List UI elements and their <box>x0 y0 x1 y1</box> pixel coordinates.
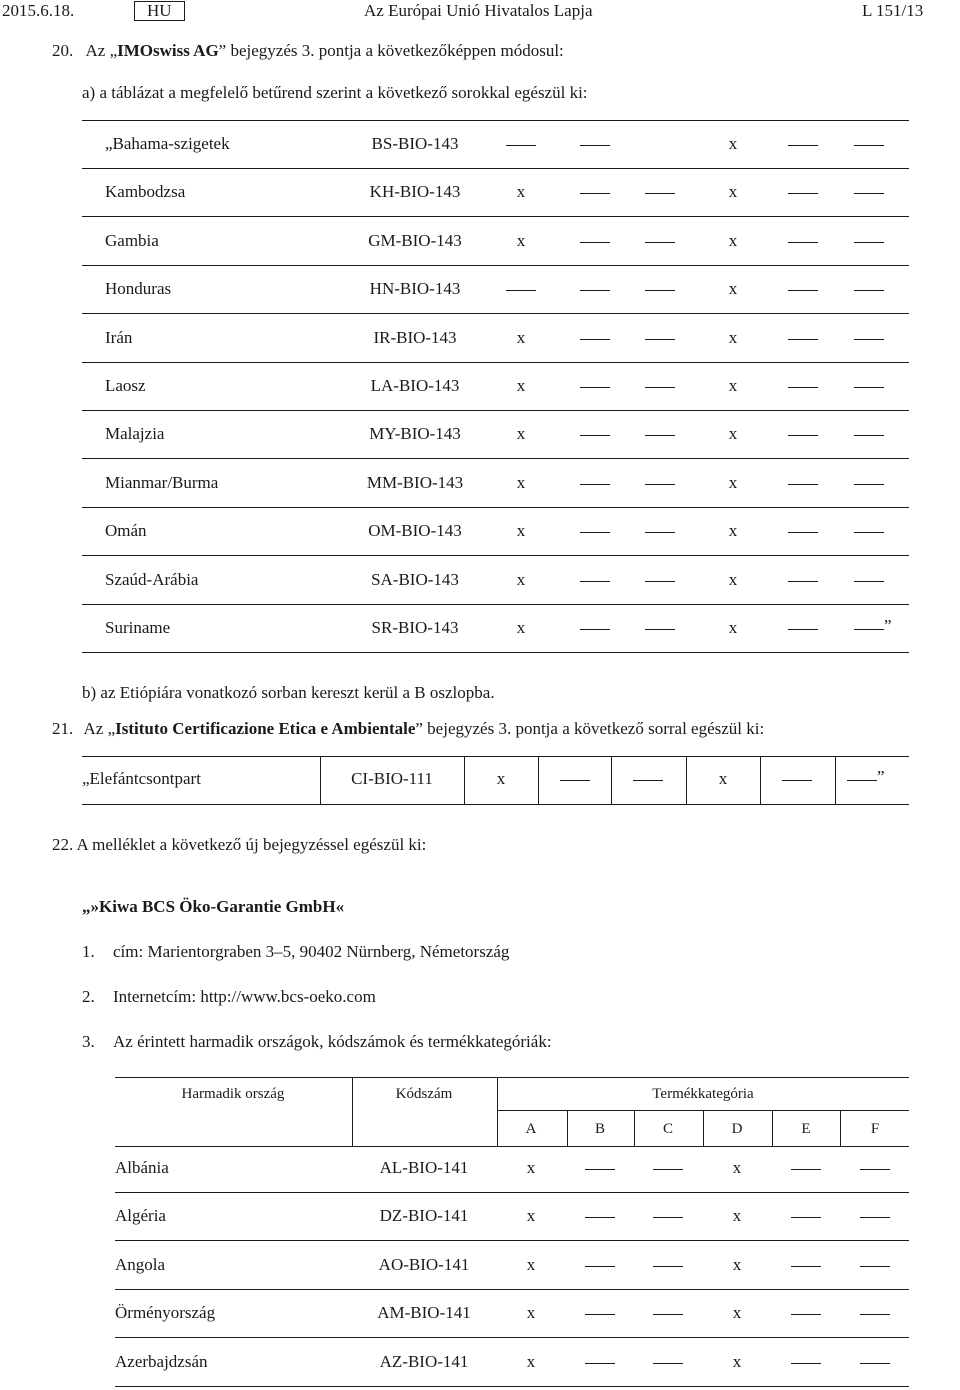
category-mark-x: x <box>496 769 506 788</box>
code-number: DZ-BIO-141 <box>379 1206 469 1226</box>
category-dash-text <box>788 617 818 639</box>
category-mark-x: x <box>516 376 526 395</box>
category-mark-x: x <box>718 769 728 788</box>
category-dash-text <box>580 327 610 349</box>
code-number: OM-BIO-143 <box>368 521 462 541</box>
category-dash-text <box>854 472 884 494</box>
country-name: Kambodzsa <box>105 182 186 202</box>
category-mark-x: x <box>516 230 526 250</box>
category-dash-text <box>854 327 884 349</box>
row-rule <box>115 1386 909 1387</box>
column-divider <box>567 1110 568 1146</box>
code-number: AL-BIO-141 <box>379 1158 469 1177</box>
row-rule <box>82 555 909 556</box>
category-mark-x: x <box>516 569 526 589</box>
category-dash-text <box>788 520 818 542</box>
row-rule <box>82 507 909 508</box>
row-rule <box>82 362 909 363</box>
item-20-post: ” bejegyzés 3. pontja a következőképpen módosul: <box>218 41 564 60</box>
category-dash-text <box>653 1351 683 1373</box>
category-mark-x: x <box>732 1303 742 1323</box>
country-name: Malajzia <box>105 424 165 444</box>
category-mark-x: x <box>526 1303 536 1323</box>
category-dash-text <box>580 472 610 494</box>
category-dash-text <box>653 1157 683 1179</box>
category-dash-text <box>854 617 884 639</box>
country-name: „Elefántcsontpart <box>82 769 201 788</box>
country-name: „Bahama-szigetek <box>105 134 230 153</box>
category-dash-text <box>645 230 675 252</box>
code-number: GM-BIO-143 <box>368 230 462 250</box>
category-dash-text <box>788 375 818 397</box>
row-rule <box>82 313 909 314</box>
list-number: 1. <box>82 942 95 961</box>
page-number: L 151/13 <box>862 1 924 20</box>
list-text: Az érintett harmadik országok, kódszámok és termékkategóriák: <box>113 1032 552 1051</box>
category-dash-text <box>791 1351 821 1373</box>
category-dash-text <box>653 1302 683 1324</box>
category-dash-text <box>860 1205 890 1227</box>
category-mark-x: x <box>526 1351 536 1371</box>
category-dash-text <box>580 569 610 591</box>
journal-title: Az Európai Unió Hivatalos Lapja <box>364 1 593 20</box>
category-dash-text <box>854 133 884 155</box>
category-dash-text <box>645 278 675 300</box>
code-number: MY-BIO-143 <box>369 424 461 444</box>
item-21-post: ” bejegyzés 3. pontja a következő sorral egészül ki: <box>415 719 765 738</box>
category-dash-text <box>585 1205 615 1227</box>
category-dash-text <box>860 1254 890 1276</box>
category-dash-text <box>585 1254 615 1276</box>
country-name: Honduras <box>105 279 172 299</box>
category-dash-text <box>645 617 675 639</box>
item-20-a-text: a) a táblázat a megfelelő betűrend szerint a következő sorokkal egészül ki: <box>82 83 588 102</box>
category-mark-x: x <box>516 472 526 492</box>
category-dash-text <box>860 1351 890 1373</box>
column-divider <box>703 1110 704 1146</box>
list-text: cím: Marientorgraben 3–5, 90402 Nürnberg, Németország <box>113 942 510 961</box>
category-dash-text <box>788 230 818 252</box>
item-22-list-3 <box>82 1031 552 1053</box>
row-rule <box>115 1289 909 1290</box>
category-mark-x: x <box>516 327 526 347</box>
category-dash-text <box>854 423 884 445</box>
country-name: Angola <box>115 1254 166 1274</box>
column-divider <box>497 1077 498 1146</box>
column-divider <box>840 1110 841 1146</box>
category-dash-text <box>506 133 536 155</box>
country-name: Gambia <box>105 230 159 250</box>
row-rule <box>82 168 909 169</box>
item-22-list-1 <box>82 941 509 963</box>
category-letter: F <box>870 1121 880 1137</box>
table-top-rule <box>115 1077 909 1078</box>
category-dash-text <box>645 375 675 397</box>
column-divider <box>634 1110 635 1146</box>
code-number: KH-BIO-143 <box>369 182 461 202</box>
category-mark-x: x <box>728 230 738 250</box>
code-number: HN-BIO-143 <box>369 279 461 299</box>
item-22-heading: 22. A melléklet a következő új bejegyzéssel egészül ki: <box>52 835 427 854</box>
code-number: AM-BIO-141 <box>377 1303 471 1323</box>
category-dash-text <box>580 181 610 203</box>
category-dash-text <box>585 1302 615 1324</box>
row-rule <box>82 458 909 459</box>
country-name: Örményország <box>115 1303 216 1323</box>
row-rule <box>82 216 909 217</box>
category-dash-text <box>580 520 610 542</box>
column-divider <box>760 756 761 804</box>
country-name: Irán <box>105 327 133 347</box>
code-number: AZ-BIO-141 <box>379 1351 469 1371</box>
item-21-body-name: Istituto Certificazione Etica e Ambientale <box>115 719 416 738</box>
category-dash-text <box>847 768 877 790</box>
category-dash-text <box>788 423 818 445</box>
category-dash-text <box>854 278 884 300</box>
header-country: Harmadik ország <box>181 1086 285 1102</box>
category-dash-text <box>860 1157 890 1179</box>
category-mark-x: x <box>516 618 526 637</box>
category-mark-x: x <box>526 1158 536 1177</box>
code-number: CI-BIO-111 <box>351 769 433 788</box>
category-mark-x: x <box>728 618 738 637</box>
row-rule <box>115 1192 909 1193</box>
closing-quote: ” <box>877 767 885 786</box>
category-mark-x: x <box>728 472 738 492</box>
category-mark-x: x <box>728 424 738 444</box>
code-number: BS-BIO-143 <box>371 134 459 153</box>
category-dash-text <box>653 1254 683 1276</box>
category-mark-x: x <box>516 182 526 202</box>
category-dash-text <box>791 1205 821 1227</box>
category-mark-x: x <box>526 1206 536 1226</box>
category-mark-x: x <box>516 521 526 541</box>
country-name: Azerbajdzsán <box>115 1351 208 1371</box>
item-20-b-text: b) az Etiópiára vonatkozó sorban kereszt kerül a B oszlopba. <box>82 683 495 702</box>
list-text: Internetcím: http://www.bcs-oeko.com <box>113 987 376 1006</box>
category-dash-text <box>860 1302 890 1324</box>
category-mark-x: x <box>728 569 738 589</box>
code-number: MM-BIO-143 <box>366 472 464 492</box>
item-20-company: IMOswiss AG <box>117 41 219 60</box>
item-20-pre: Az „ <box>85 41 118 60</box>
column-divider <box>611 756 612 804</box>
category-mark-x: x <box>728 279 738 299</box>
category-dash-text <box>580 617 610 639</box>
column-divider <box>352 1077 353 1146</box>
category-dash-text <box>645 472 675 494</box>
category-letter: B <box>594 1121 606 1137</box>
category-mark-x: x <box>728 327 738 347</box>
category-dash-text <box>585 1351 615 1373</box>
column-divider <box>320 756 321 804</box>
item-21-heading <box>52 718 764 740</box>
category-dash-text <box>791 1157 821 1179</box>
category-dash-text <box>560 768 590 790</box>
category-dash-text <box>788 327 818 349</box>
category-dash-text <box>854 375 884 397</box>
code-number: LA-BIO-143 <box>370 376 460 395</box>
category-dash-text <box>580 423 610 445</box>
category-dash-text <box>788 278 818 300</box>
category-dash-text <box>854 181 884 203</box>
category-mark-x: x <box>728 521 738 541</box>
category-dash-text <box>580 230 610 252</box>
item-22-entry-title: „»Kiwa BCS Öko-Garantie GmbH« <box>82 897 345 916</box>
row-rule <box>82 652 909 653</box>
list-number: 2. <box>82 987 95 1006</box>
country-name: Omán <box>105 521 147 541</box>
category-dash-text <box>854 230 884 252</box>
header-date: 2015.6.18. <box>2 1 75 20</box>
table-top-rule <box>82 120 909 121</box>
category-dash-text <box>645 520 675 542</box>
closing-quote: ” <box>884 616 892 635</box>
row-rule <box>82 265 909 266</box>
category-dash-text <box>645 423 675 445</box>
country-name: Szaúd-Arábia <box>105 569 199 589</box>
category-dash-text <box>580 375 610 397</box>
column-divider <box>464 756 465 804</box>
category-mark-x: x <box>728 376 738 395</box>
item-21-pre: Az „ <box>83 719 116 738</box>
category-dash-text <box>791 1302 821 1324</box>
country-name: Suriname <box>105 618 171 637</box>
category-dash-text <box>854 569 884 591</box>
code-number: SR-BIO-143 <box>371 618 459 637</box>
header-category: Termékkategória <box>652 1086 754 1102</box>
category-dash-text <box>585 1157 615 1179</box>
category-dash-text <box>645 569 675 591</box>
category-mark-x: x <box>732 1158 742 1177</box>
category-mark-x: x <box>728 134 738 153</box>
item-20-number: 20. <box>52 41 74 60</box>
code-number: AO-BIO-141 <box>378 1254 470 1274</box>
category-dash-text <box>633 768 663 790</box>
category-letter: A <box>525 1121 537 1137</box>
category-dash-text <box>645 327 675 349</box>
category-mark-x: x <box>732 1351 742 1371</box>
item-21-number: 21. <box>52 719 74 738</box>
column-divider <box>538 756 539 804</box>
category-dash-text <box>788 133 818 155</box>
category-letter: C <box>662 1121 674 1137</box>
category-mark-x: x <box>526 1254 536 1274</box>
list-number: 3. <box>82 1032 95 1051</box>
category-dash-text <box>788 472 818 494</box>
row-rule <box>115 1337 909 1338</box>
category-letter: E <box>801 1121 811 1137</box>
country-name: Mianmar/Burma <box>105 472 219 492</box>
column-divider <box>835 756 836 804</box>
category-mark-x: x <box>516 424 526 444</box>
code-number: SA-BIO-143 <box>371 569 459 589</box>
table-top-rule <box>82 756 909 757</box>
country-name: Albánia <box>115 1158 169 1177</box>
category-dash-text <box>580 133 610 155</box>
category-dash-text <box>506 278 536 300</box>
item-20-heading <box>52 40 564 62</box>
category-dash-text <box>854 520 884 542</box>
row-rule <box>82 410 909 411</box>
code-number: IR-BIO-143 <box>373 327 457 347</box>
category-dash-text <box>788 181 818 203</box>
column-divider <box>686 756 687 804</box>
table-bottom-rule <box>82 804 909 805</box>
country-name: Laosz <box>105 376 146 395</box>
row-rule <box>115 1240 909 1241</box>
header-code: Kódszám <box>395 1086 453 1102</box>
category-letter: D <box>731 1121 743 1137</box>
language-badge: HU <box>134 1 185 21</box>
row-rule <box>82 604 909 605</box>
item-22-list-2 <box>82 986 376 1008</box>
category-mark-x: x <box>732 1206 742 1226</box>
category-mark-x: x <box>728 182 738 202</box>
category-dash-text <box>791 1254 821 1276</box>
category-dash-text <box>580 278 610 300</box>
category-dash-text <box>645 181 675 203</box>
header-bottom-rule <box>115 1146 909 1147</box>
category-dash-text <box>788 569 818 591</box>
column-divider <box>772 1110 773 1146</box>
country-name: Algéria <box>115 1206 166 1226</box>
category-dash-text <box>782 768 812 790</box>
category-mark-x: x <box>732 1254 742 1274</box>
category-dash-text <box>653 1205 683 1227</box>
